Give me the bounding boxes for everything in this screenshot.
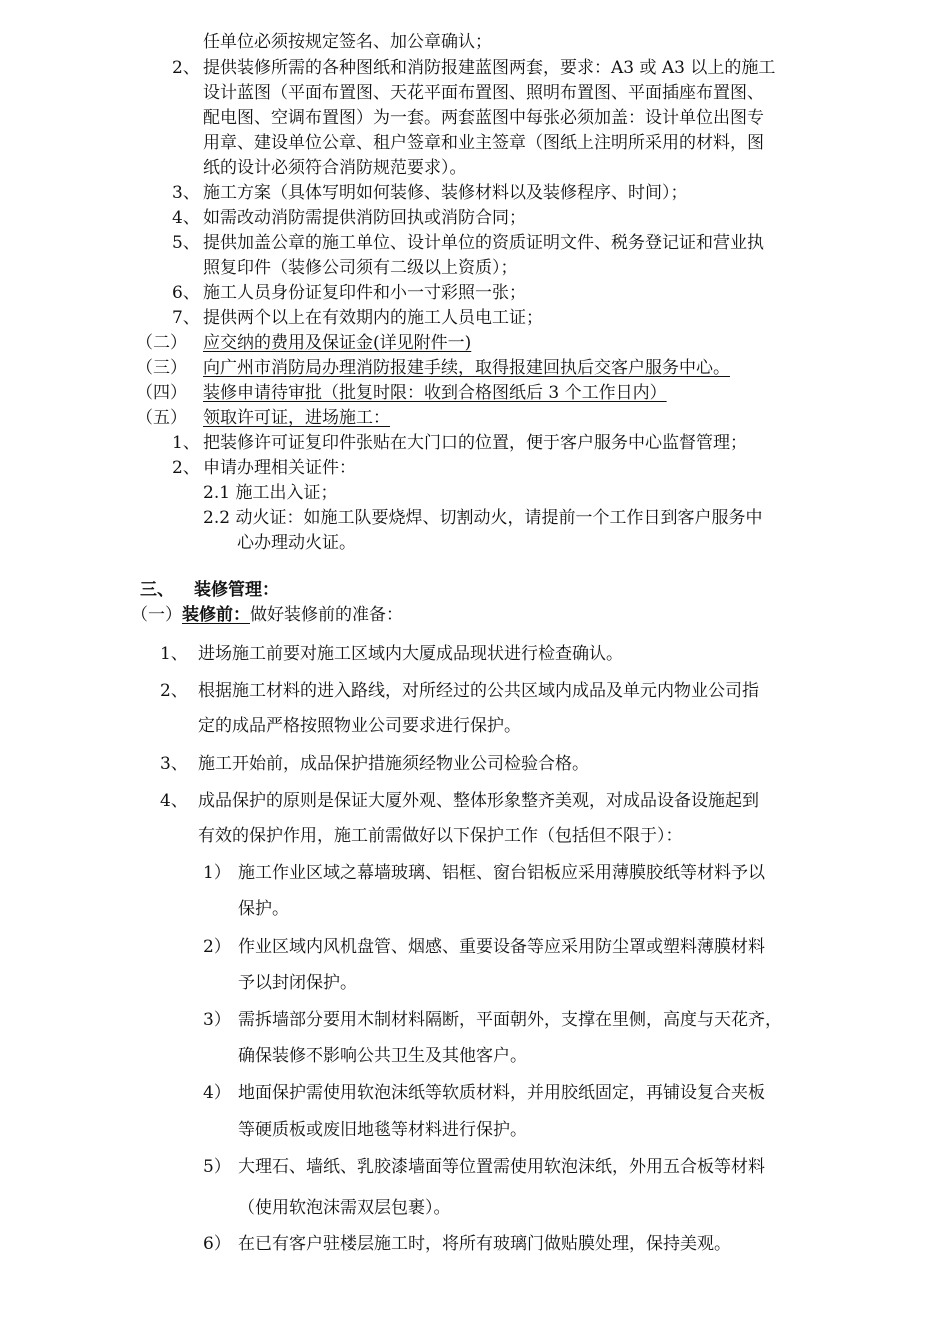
- list-number: 3、: [172, 183, 200, 203]
- section-heading: 向广州市消防局办理消防报建手续，取得报建回执后交客户服务中心。: [203, 358, 730, 378]
- list-number: 4、: [160, 791, 188, 811]
- paragraph-line: 施工人员身份证复印件和小一寸彩照一张；: [203, 283, 526, 303]
- list-number: 2、: [172, 458, 200, 478]
- paragraph-line: 提供装修所需的各种图纸和消防报建蓝图两套，要求：A3 或 A3 以上的施工: [203, 58, 776, 78]
- paragraph-line: 予以封闭保护。: [238, 973, 357, 993]
- list-number: 2、: [160, 681, 188, 701]
- subsection-number: （一）: [131, 605, 182, 625]
- paragraph-line: 有效的保护作用，施工前需做好以下保护工作（包括但不限于）：: [198, 826, 683, 846]
- list-number: 6）: [203, 1234, 231, 1254]
- paragraph-line: 施工开始前，成品保护措施须经物业公司检验合格。: [198, 754, 589, 774]
- paragraph-line: 提供两个以上在有效期内的施工人员电工证；: [203, 308, 543, 328]
- section-number: （三）: [136, 358, 187, 378]
- paragraph-line: 2.1 施工出入证；: [203, 483, 338, 503]
- list-number: 5）: [203, 1157, 231, 1177]
- list-number: 7、: [172, 308, 200, 328]
- paragraph-line: 需拆墙部分要用木制材料隔断，平面朝外，支撑在里侧，高度与天花齐，: [238, 1010, 782, 1030]
- list-number: 5、: [172, 233, 200, 253]
- list-number: 3、: [160, 754, 188, 774]
- paragraph-line: 照复印件（装修公司须有二级以上资质）；: [203, 258, 518, 278]
- paragraph-line: 配电图、空调布置图）为一套。两套蓝图中每张必须加盖：设计单位出图专: [203, 108, 764, 128]
- paragraph-line: 提供加盖公章的施工单位、设计单位的资质证明文件、税务登记证和营业执: [203, 233, 764, 253]
- section-heading: 领取许可证，进场施工：: [203, 408, 390, 428]
- list-number: 1、: [160, 644, 188, 664]
- chapter-heading: 装修管理：: [194, 580, 279, 600]
- paragraph-line: 等硬质板或废旧地毯等材料进行保护。: [238, 1120, 527, 1140]
- paragraph-line: 2.2 动火证：如施工队要烧焊、切割动火，请提前一个工作日到客户服务中: [203, 508, 763, 528]
- paragraph-line: 作业区域内风机盘管、烟感、重要设备等应采用防尘罩或塑料薄膜材料: [238, 937, 765, 957]
- paragraph-line: 地面保护需使用软泡沫纸等软质材料，并用胶纸固定，再铺设复合夹板: [238, 1083, 765, 1103]
- list-number: 4）: [203, 1083, 231, 1103]
- list-number: 2、: [172, 58, 200, 78]
- section-heading: 装修申请待审批（批复时限：收到合格图纸后 3 个工作日内）: [203, 383, 667, 403]
- paragraph-line: 纸的设计必须符合消防规范要求）。: [203, 158, 467, 178]
- paragraph-line: 申请办理相关证件：: [203, 458, 356, 478]
- paragraph-line: 成品保护的原则是保证大厦外观、整体形象整齐美观，对成品设备设施起到: [198, 791, 759, 811]
- section-number: （五）: [136, 408, 187, 428]
- section-heading: 应交纳的费用及保证金(详见附件一): [203, 333, 472, 353]
- paragraph-line: 根据施工材料的进入路线，对所经过的公共区域内成品及单元内物业公司指: [198, 681, 759, 701]
- paragraph-line: 保护。: [238, 899, 289, 919]
- list-number: 4、: [172, 208, 200, 228]
- paragraph-line: 用章、建设单位公章、租户签章和业主签章（图纸上注明所采用的材料，图: [203, 133, 764, 153]
- paragraph-line: 确保装修不影响公共卫生及其他客户。: [238, 1046, 527, 1066]
- paragraph-line: 大理石、墙纸、乳胶漆墙面等位置需使用软泡沫纸，外用五合板等材料: [238, 1157, 765, 1177]
- subsection-bold-label: 装修前：: [182, 605, 250, 625]
- subsection-heading: [131, 604, 403, 626]
- list-number: 1、: [172, 433, 200, 453]
- paragraph-line: 进场施工前要对施工区域内大厦成品现状进行检查确认。: [198, 644, 623, 664]
- list-number: 3）: [203, 1010, 231, 1030]
- paragraph-line: 施工作业区域之幕墙玻璃、铝框、窗台铝板应采用薄膜胶纸等材料予以: [238, 863, 765, 883]
- paragraph-line: 定的成品严格按照物业公司要求进行保护。: [198, 716, 521, 736]
- chapter-number: 三、: [140, 580, 174, 600]
- paragraph-line: 心办理动火证。: [237, 533, 356, 553]
- section-number: （二）: [136, 333, 187, 353]
- paragraph-line: 设计蓝图（平面布置图、天花平面布置图、照明布置图、平面插座布置图、: [203, 83, 764, 103]
- paragraph-line: 施工方案（具体写明如何装修、装修材料以及装修程序、时间）；: [203, 183, 688, 203]
- paragraph-line: 把装修许可证复印件张贴在大门口的位置，便于客户服务中心监督管理；: [203, 433, 747, 453]
- paragraph-line: 如需改动消防需提供消防回执或消防合同；: [203, 208, 526, 228]
- list-number: 6、: [172, 283, 200, 303]
- subsection-text: 做好装修前的准备：: [250, 605, 403, 625]
- section-number: （四）: [136, 383, 187, 403]
- list-number: 2）: [203, 937, 231, 957]
- paragraph-line: 在已有客户驻楼层施工时，将所有玻璃门做贴膜处理，保持美观。: [238, 1234, 731, 1254]
- paragraph-line: 任单位必须按规定签名、加公章确认；: [203, 32, 492, 52]
- list-number: 1）: [203, 863, 231, 883]
- paragraph-line: （使用软泡沫需双层包裹）。: [238, 1198, 451, 1218]
